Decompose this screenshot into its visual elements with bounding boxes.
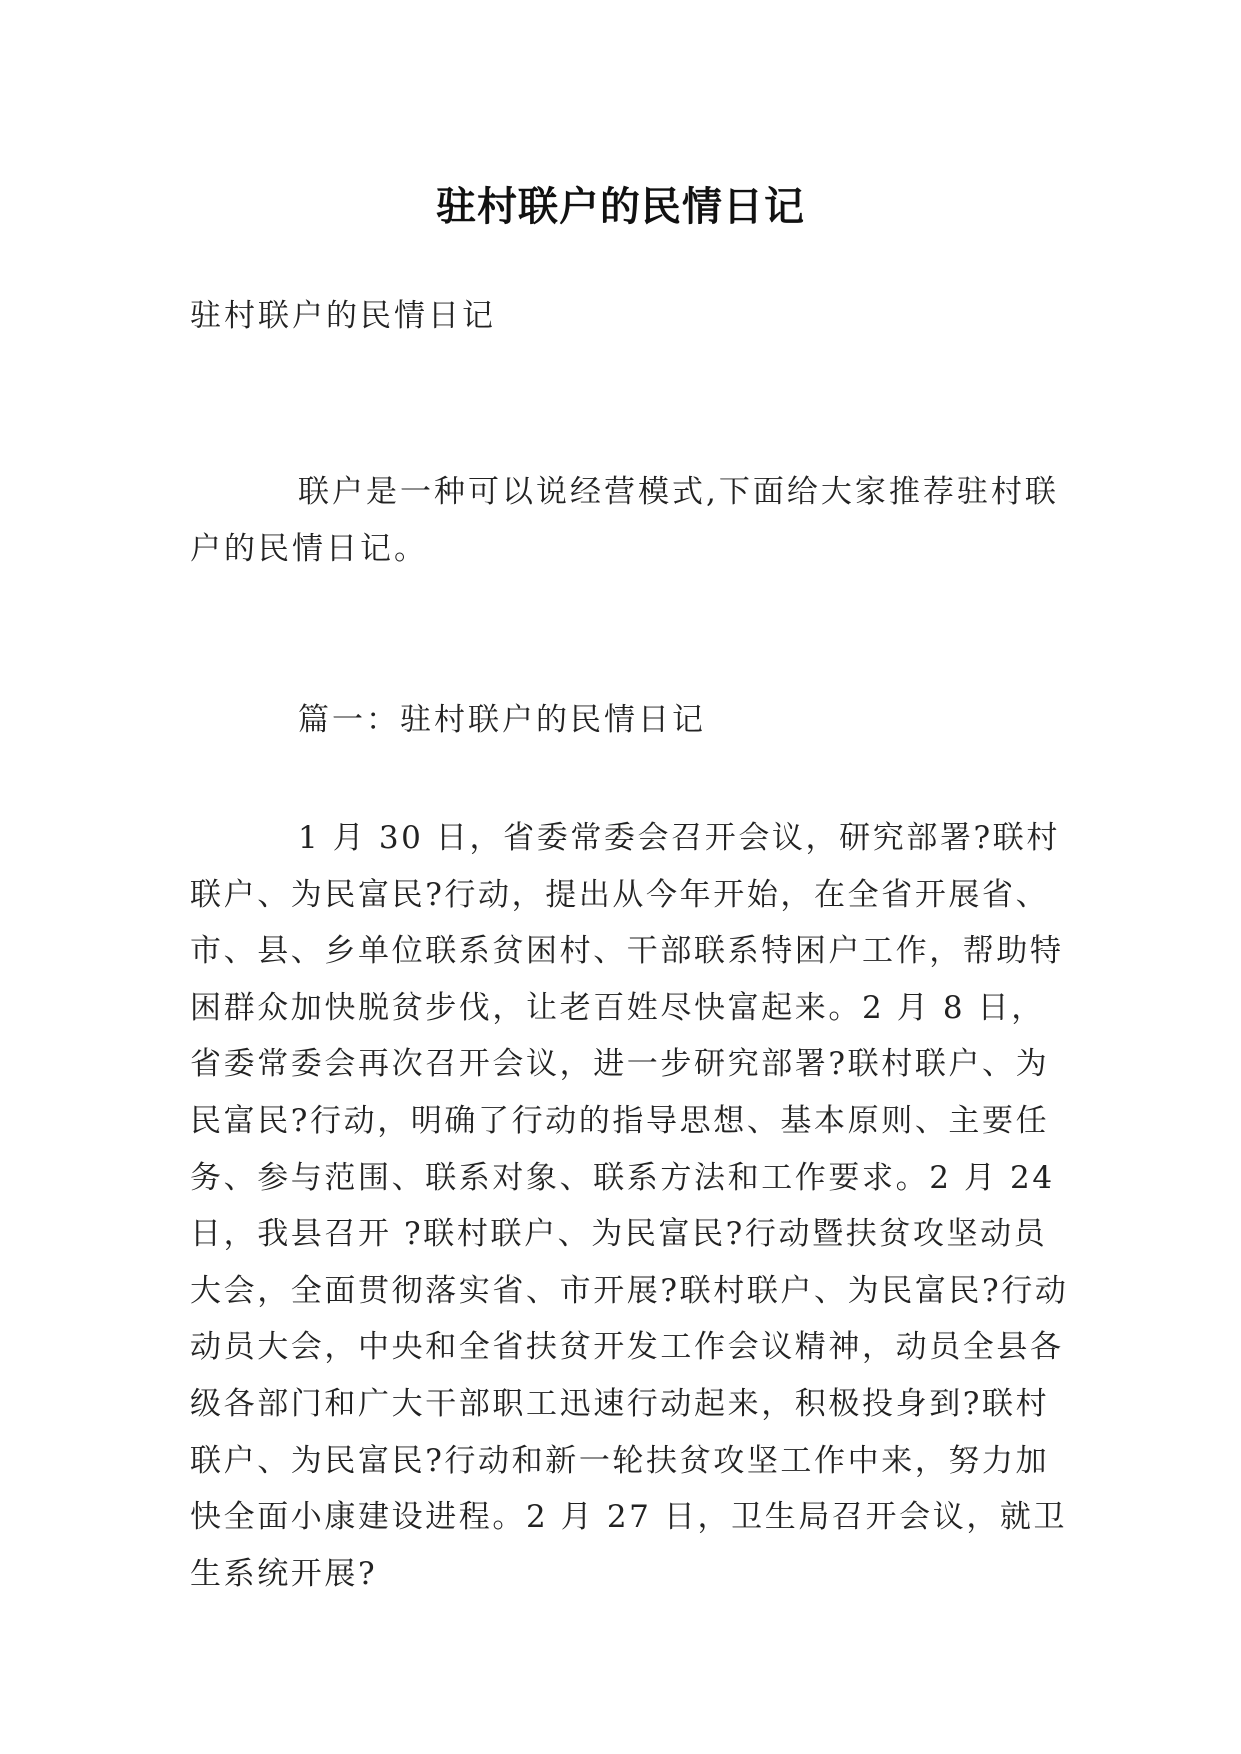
document-title: 驻村联户的民情日记 [436, 182, 805, 230]
section-heading: 篇一：驻村联户的民情日记 [298, 702, 706, 738]
document-subtitle: 驻村联户的民情日记 [190, 298, 496, 334]
intro-paragraph: 联户是一种可以说经营模式,下面给大家推荐驻村联户的民情日记。 [190, 474, 1059, 567]
body-paragraph: 1 月 30 日，省委常委会召开会议，研究部署?联村联户、为民富民?行动，提出从今年开始，在全省开展省、市、县、乡单位联系贫困村、干部联系特困户工作，帮助特困群众加快脱贫步伐，让老百姓尽快富起来。2 月 8 日，省委常委会再次召开会议，进一步研究部署?联村联户、为民富民?行动，明确了行动的指导思想、基本原则、主要任务、参与范围、联系对象、联系方法和工作要求。2 月 24 日，我县召开 ?联村联户、为民富民?行动暨扶贫攻坚动员大会，全面贯彻落实省、市开展?联村联户、为民富民?行动动员大会，中央和全省扶贫开发工作会议精神，动员全县各级各部门和广大干部职工迅速行动起来，积极投身到?联村联户、为民富民?行动和新一轮扶贫攻坚工作中来，努力加快全面小康建设进程。2 月 27 日，卫生局召开会议，就卫生系统开展? [190, 820, 1069, 1592]
